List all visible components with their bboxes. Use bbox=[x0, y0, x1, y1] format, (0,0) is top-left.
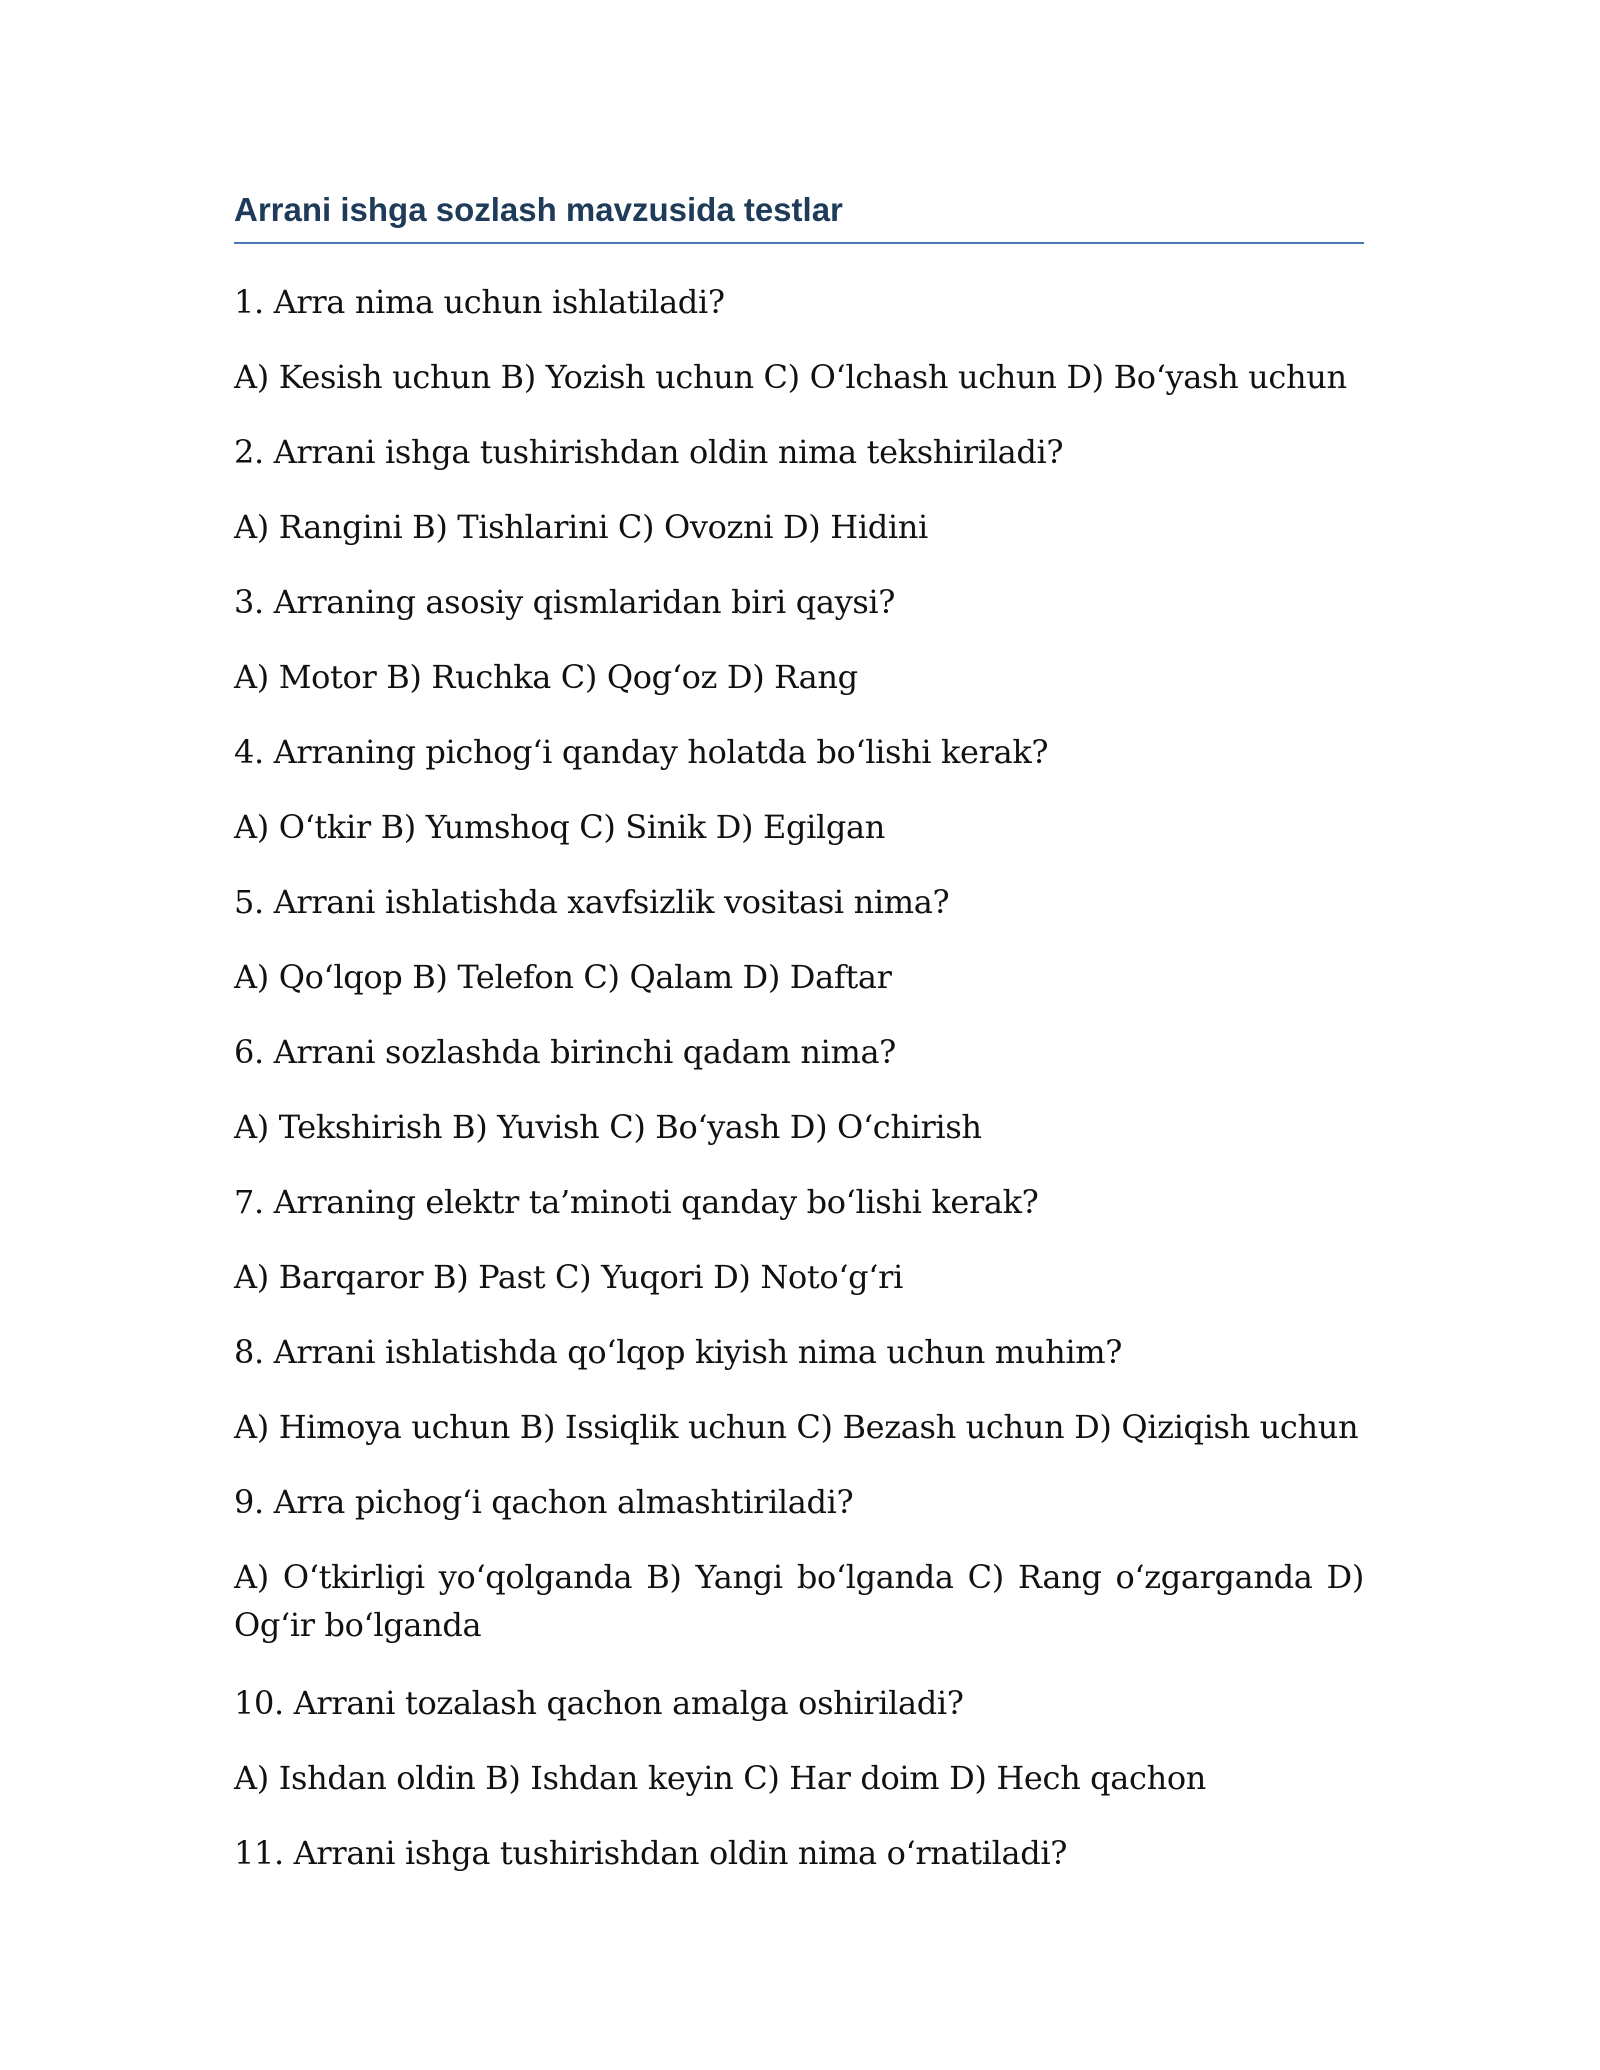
answer-options-10: A) Ishdan oldin B) Ishdan keyin C) Har doim D) Hech qachon bbox=[234, 1759, 1207, 1797]
answer-options-4: A) O‘tkir B) Yumshoq C) Sinik D) Egilgan bbox=[234, 808, 886, 846]
question-4: 4. Arraning pichog‘i qanday holatda bo‘lishi kerak? bbox=[234, 733, 1049, 771]
answer-options-2: A) Rangini B) Tishlarini C) Ovozni D) Hidini bbox=[234, 508, 928, 546]
answer-options-6: A) Tekshirish B) Yuvish C) Bo‘yash D) O‘chirish bbox=[234, 1108, 982, 1146]
question-10: 10. Arrani tozalash qachon amalga oshiriladi? bbox=[234, 1684, 964, 1722]
question-1: 1. Arra nima uchun ishlatiladi? bbox=[234, 283, 725, 321]
question-7: 7. Arraning elektr ta’minoti qanday bo‘lishi kerak? bbox=[234, 1183, 1039, 1221]
question-3: 3. Arraning asosiy qismlaridan biri qaysi? bbox=[234, 583, 896, 621]
answer-options-8: A) Himoya uchun B) Issiqlik uchun C) Bezash uchun D) Qiziqish uchun bbox=[234, 1408, 1359, 1446]
question-6: 6. Arrani sozlashda birinchi qadam nima? bbox=[234, 1033, 896, 1071]
answer-options-5: A) Qo‘lqop B) Telefon C) Qalam D) Daftar bbox=[234, 958, 892, 996]
document-title: Arrani ishga sozlash mavzusida testlar bbox=[234, 188, 1364, 244]
question-2: 2. Arrani ishga tushirishdan oldin nima tekshiriladi? bbox=[234, 433, 1064, 471]
document-page bbox=[234, 188, 1364, 1904]
question-5: 5. Arrani ishlatishda xavfsizlik vositasi nima? bbox=[234, 883, 950, 921]
question-11: 11. Arrani ishga tushirishdan oldin nima o‘rnatiladi? bbox=[234, 1834, 1068, 1872]
answer-options-3: A) Motor B) Ruchka C) Qog‘oz D) Rang bbox=[234, 658, 858, 696]
answer-options-7: A) Barqaror B) Past C) Yuqori D) Noto‘g‘ri bbox=[234, 1258, 903, 1296]
answer-options-1: A) Kesish uchun B) Yozish uchun C) O‘lchash uchun D) Bo‘yash uchun bbox=[234, 358, 1347, 396]
question-9: 9. Arra pichog‘i qachon almashtiriladi? bbox=[234, 1483, 854, 1521]
question-8: 8. Arrani ishlatishda qo‘lqop kiyish nima uchun muhim? bbox=[234, 1333, 1123, 1371]
answer-options-9: A) O‘tkirligi yo‘qolganda B) Yangi bo‘lganda C) Rang o‘zgarganda D) Og‘ir bo‘lganda bbox=[234, 1558, 1364, 1644]
question-list bbox=[234, 278, 1364, 1877]
